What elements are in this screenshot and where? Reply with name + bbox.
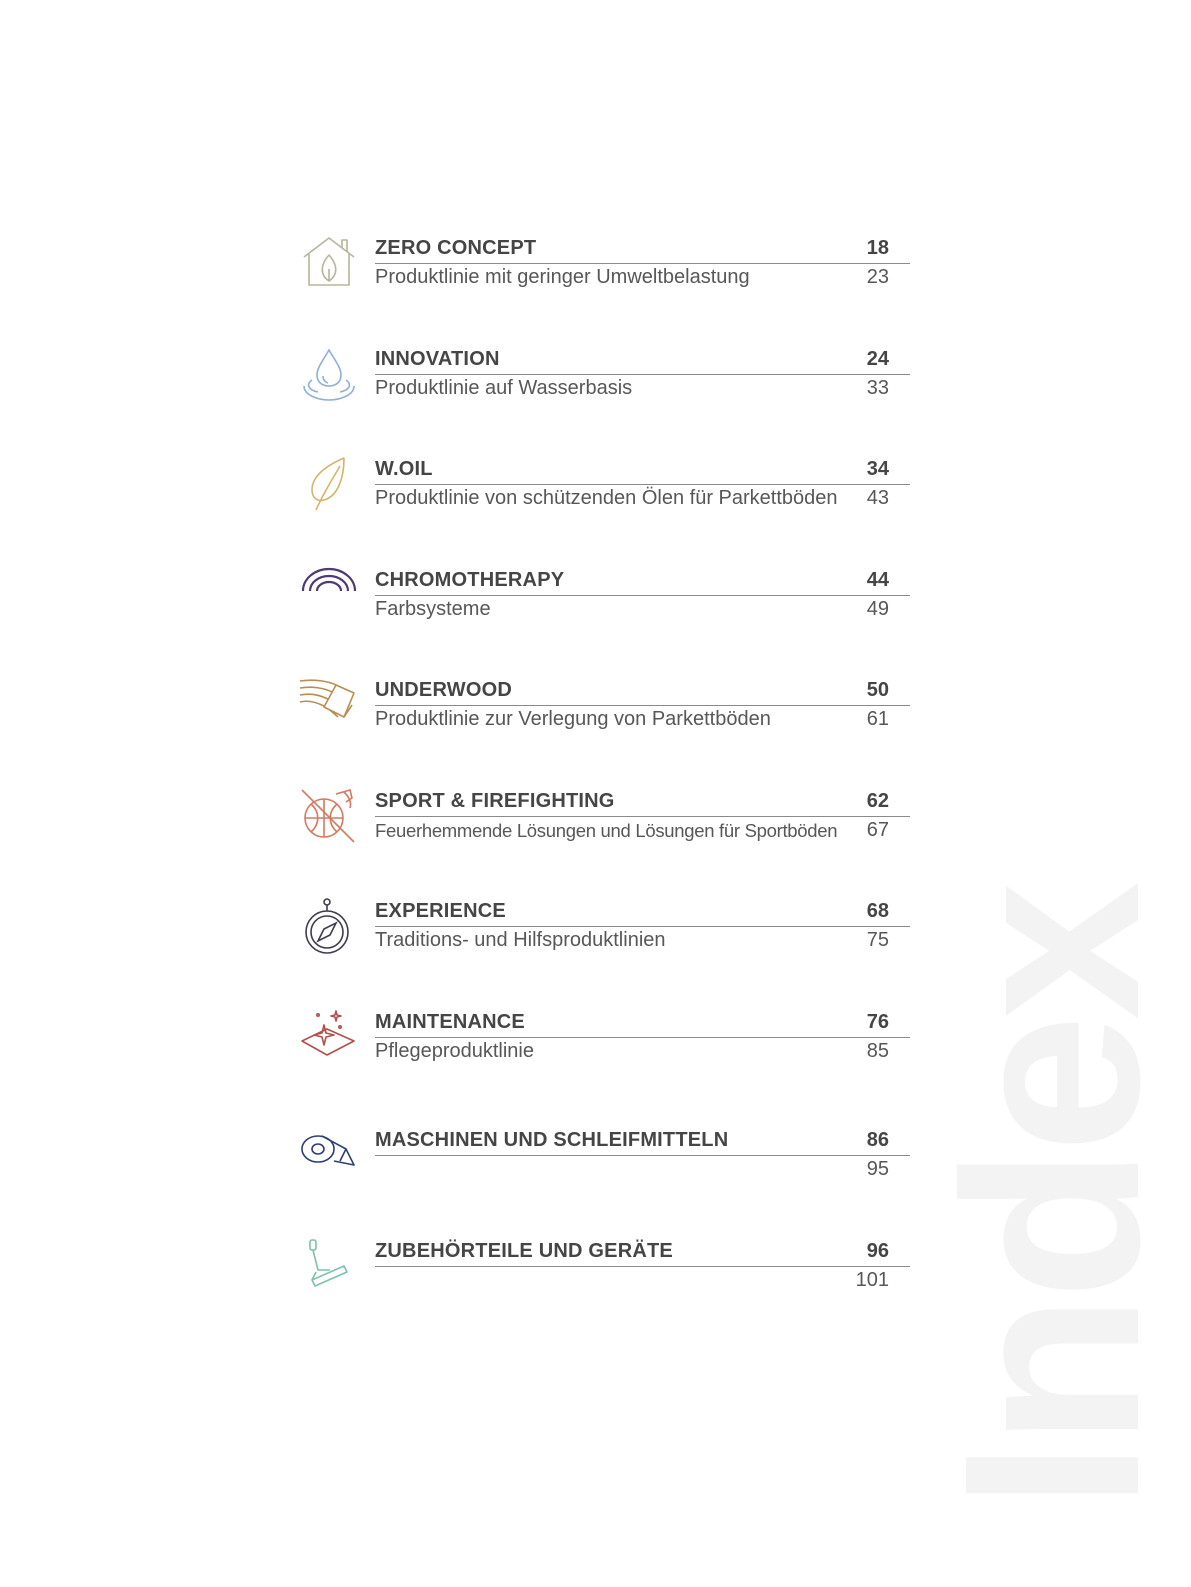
entry-title: ZERO CONCEPT bbox=[375, 237, 537, 259]
entry-page-end: 33 bbox=[866, 377, 889, 399]
entry-page-start: 50 bbox=[866, 679, 889, 701]
entry-subtitle: Pflegeproduktlinie bbox=[375, 1040, 534, 1062]
entry-page-start: 96 bbox=[866, 1240, 889, 1262]
entry-subtitle: Farbsysteme bbox=[375, 598, 491, 620]
basketball-fire-icon bbox=[300, 788, 358, 846]
entry-page-end: 61 bbox=[866, 708, 889, 730]
entry-title: EXPERIENCE bbox=[375, 900, 506, 922]
entry-page-end: 95 bbox=[866, 1158, 889, 1180]
entry-page-end: 43 bbox=[866, 487, 889, 509]
entry-page-end: 23 bbox=[866, 266, 889, 288]
entry-subtitle: Produktlinie auf Wasserbasis bbox=[375, 377, 633, 399]
entry-page-start: 34 bbox=[866, 458, 889, 480]
entry-title: INNOVATION bbox=[375, 348, 500, 370]
divider bbox=[375, 595, 910, 596]
entry-page-start: 76 bbox=[866, 1011, 889, 1033]
toc-entry-w-oil[interactable] bbox=[300, 456, 910, 536]
paint-roller-icon bbox=[300, 1238, 358, 1296]
divider bbox=[375, 816, 910, 817]
toc-entry-underwood[interactable] bbox=[300, 677, 910, 757]
toc-entry-zero-concept[interactable] bbox=[300, 235, 910, 315]
toc-entry-zubehoerteile[interactable] bbox=[300, 1238, 910, 1318]
sparkle-floor-icon bbox=[300, 1009, 358, 1067]
toc-entry-sport-firefighting[interactable] bbox=[300, 788, 910, 868]
divider bbox=[375, 926, 910, 927]
leaf-icon bbox=[300, 456, 358, 514]
divider bbox=[375, 1155, 910, 1156]
divider bbox=[375, 374, 910, 375]
toc-entry-innovation[interactable] bbox=[300, 346, 910, 426]
entry-title: UNDERWOOD bbox=[375, 679, 512, 701]
entry-page-start: 24 bbox=[866, 348, 889, 370]
toc-entry-chromotherapy[interactable] bbox=[300, 567, 910, 647]
entry-title: W.OIL bbox=[375, 458, 433, 480]
entry-title: SPORT & FIREFIGHTING bbox=[375, 790, 615, 812]
entry-title: MAINTENANCE bbox=[375, 1011, 525, 1033]
entry-subtitle: Feuerhemmende Lösungen und Lösungen für Sportböden bbox=[375, 820, 838, 841]
divider bbox=[375, 263, 910, 264]
toc-entry-experience[interactable] bbox=[300, 898, 910, 978]
entry-title: CHROMOTHERAPY bbox=[375, 569, 565, 591]
entry-page-start: 86 bbox=[866, 1129, 889, 1151]
entry-page-end: 75 bbox=[866, 929, 889, 951]
divider bbox=[375, 484, 910, 485]
entry-subtitle: Produktlinie von schützenden Ölen für Parkettböden bbox=[375, 487, 838, 509]
entry-subtitle: Produktlinie zur Verlegung von Parkettböden bbox=[375, 708, 771, 730]
divider bbox=[375, 1037, 910, 1038]
entry-page-end: 101 bbox=[855, 1269, 889, 1291]
compass-icon bbox=[300, 898, 358, 956]
trowel-icon bbox=[300, 677, 358, 735]
water-drop-icon bbox=[300, 346, 358, 404]
entry-subtitle: Traditions- und Hilfsproduktlinien bbox=[375, 929, 666, 951]
entry-page-end: 49 bbox=[866, 598, 889, 620]
entry-page-start: 18 bbox=[866, 237, 889, 259]
toc-entry-maintenance[interactable] bbox=[300, 1009, 910, 1089]
entry-page-start: 44 bbox=[866, 569, 889, 591]
house-leaf-icon bbox=[300, 235, 358, 293]
rainbow-icon bbox=[300, 567, 358, 625]
entry-page-end: 85 bbox=[866, 1040, 889, 1062]
entry-title: ZUBEHÖRTEILE UND GERÄTE bbox=[375, 1240, 673, 1262]
entry-subtitle: Produktlinie mit geringer Umweltbelastung bbox=[375, 266, 750, 288]
toc-entry-maschinen[interactable] bbox=[300, 1127, 910, 1207]
entry-page-start: 68 bbox=[866, 900, 889, 922]
entry-page-end: 67 bbox=[866, 819, 889, 841]
sanding-roll-icon bbox=[300, 1127, 358, 1185]
index-title-text: Index bbox=[912, 887, 1191, 1510]
entry-page-start: 62 bbox=[866, 790, 889, 812]
entry-title: MASCHINEN UND SCHLEIFMITTELN bbox=[375, 1129, 729, 1151]
divider bbox=[375, 1266, 910, 1267]
divider bbox=[375, 705, 910, 706]
